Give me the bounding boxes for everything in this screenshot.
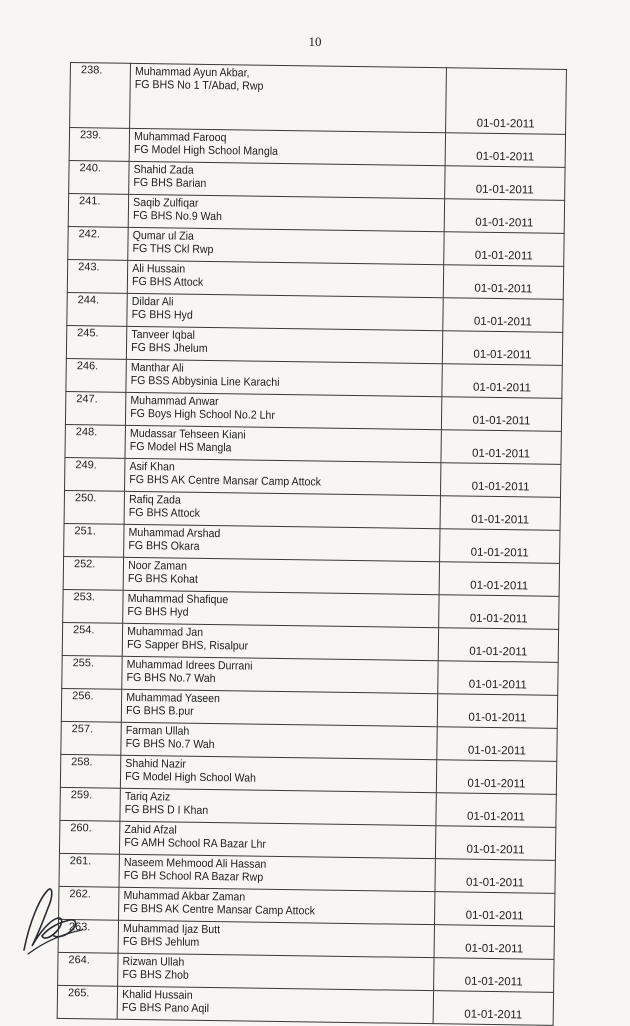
name-cell bbox=[127, 293, 418, 330]
date-cell: 01-01-2011 bbox=[433, 991, 553, 1026]
date-cell: 01-01-2011 bbox=[441, 430, 561, 465]
row-number: 249. bbox=[65, 457, 125, 491]
school-name: FG THS Ckl Rwp bbox=[131, 242, 214, 257]
date-cell: 01-01-2011 bbox=[434, 892, 554, 927]
row-number: 250. bbox=[64, 490, 124, 524]
date-cell: 01-01-2011 bbox=[443, 265, 563, 300]
school-name: FG BHS AK Centre Mansar Camp Attock bbox=[128, 473, 321, 489]
name-cell bbox=[120, 788, 411, 825]
school-name: FG BHS Zhob bbox=[121, 968, 189, 982]
person-name: Tariq Aziz bbox=[124, 790, 170, 804]
person-name: Muhammad Farooq bbox=[133, 130, 227, 145]
date-cell: 01-01-2011 bbox=[436, 793, 556, 828]
person-name: Zahid Afzal bbox=[123, 823, 177, 837]
row-number: 263. bbox=[58, 919, 118, 953]
date-cell: 01-01-2011 bbox=[441, 397, 561, 432]
row-number: 260. bbox=[59, 820, 119, 854]
school-name: FG Model High School Wah bbox=[124, 770, 256, 785]
row-number: 244. bbox=[67, 292, 127, 326]
date-cell: 01-01-2011 bbox=[439, 595, 559, 630]
person-name: Muhammad Ijaz Butt bbox=[122, 922, 220, 937]
name-cell bbox=[128, 194, 419, 231]
name-cell bbox=[123, 590, 414, 627]
date-cell: 01-01-2011 bbox=[438, 661, 558, 696]
row-number: 248. bbox=[65, 424, 125, 458]
document-sheet bbox=[57, 62, 566, 1026]
row-number: 242. bbox=[68, 226, 128, 260]
school-name: FG BHS Barian bbox=[132, 176, 206, 190]
row-number: 255. bbox=[62, 655, 122, 689]
handwritten-signature bbox=[18, 880, 88, 960]
date-cell: 01-01-2011 bbox=[435, 859, 555, 894]
name-cell bbox=[117, 986, 408, 1023]
person-name: Qumar ul Zia bbox=[132, 229, 194, 243]
date-cell: 01-01-2011 bbox=[440, 496, 560, 531]
school-name: FG Model High School Mangla bbox=[133, 143, 278, 158]
person-name: Naseem Mehmood Ali Hassan bbox=[123, 856, 266, 871]
school-name: FG BHS Hyd bbox=[131, 308, 193, 322]
school-name: FG BHS Attock bbox=[131, 275, 203, 289]
person-name: Muhammad Arshad bbox=[127, 526, 220, 541]
name-cell bbox=[121, 689, 412, 726]
table-row bbox=[70, 63, 567, 135]
school-name: FG BSS Abbysinia Line Karachi bbox=[130, 374, 280, 389]
person-name: Mudassar Tehseen Kiani bbox=[129, 427, 246, 442]
date-cell: 01-01-2011 bbox=[444, 232, 564, 267]
name-cell bbox=[126, 359, 417, 396]
school-name: FG BHS D I Khan bbox=[124, 803, 208, 817]
school-name: FG BHS No.7 Wah bbox=[125, 671, 216, 686]
row-number: 259. bbox=[60, 787, 120, 821]
school-name: FG AMH School RA Bazar Lhr bbox=[123, 836, 266, 851]
row-number: 251. bbox=[64, 523, 124, 557]
name-cell bbox=[122, 623, 413, 660]
person-name: Saqib Zulfiqar bbox=[132, 196, 199, 210]
school-name: FG BHS Jehlum bbox=[122, 935, 199, 949]
row-number: 253. bbox=[63, 589, 123, 623]
person-name: Asif Khan bbox=[128, 460, 175, 474]
name-cell bbox=[118, 953, 409, 990]
row-number: 245. bbox=[66, 325, 126, 359]
date-cell: 01-01-2011 bbox=[437, 694, 557, 729]
person-name: Farman Ullah bbox=[125, 724, 189, 738]
date-cell: 01-01-2011 bbox=[436, 760, 556, 795]
name-cell bbox=[119, 887, 410, 924]
person-name: Muhammad Anwar bbox=[129, 394, 219, 409]
school-name: FG BHS Okara bbox=[127, 539, 200, 553]
school-name: FG BH School RA Bazar Rwp bbox=[123, 869, 263, 884]
date-cell: 01-01-2011 bbox=[434, 925, 554, 960]
date-cell: 01-01-2011 bbox=[434, 958, 554, 993]
person-name: Noor Zaman bbox=[127, 559, 187, 573]
name-cell bbox=[121, 722, 412, 759]
school-name: FG BHS AK Centre Mansar Camp Attock bbox=[122, 902, 315, 918]
person-name: Tanveer Iqbal bbox=[130, 328, 195, 342]
row-number: 241. bbox=[68, 193, 128, 227]
name-cell bbox=[125, 392, 416, 429]
person-name: Shahid Nazir bbox=[124, 757, 186, 771]
date-cell: 01-01-2011 bbox=[435, 826, 555, 861]
person-name: Khalid Hussain bbox=[121, 988, 193, 1002]
row-number: 264. bbox=[58, 952, 118, 986]
person-name: Shahid Zada bbox=[133, 163, 194, 177]
name-cell bbox=[130, 63, 422, 132]
row-number: 239. bbox=[69, 128, 129, 162]
person-name: Muhammad Yaseen bbox=[125, 691, 220, 706]
person-name: Rafiq Zada bbox=[128, 493, 181, 507]
staff-table bbox=[57, 62, 567, 1026]
name-cell bbox=[124, 524, 415, 561]
name-cell bbox=[124, 491, 415, 528]
row-number: 257. bbox=[61, 721, 121, 755]
row-number: 247. bbox=[65, 391, 125, 425]
school-name: FG Boys High School No.2 Lhr bbox=[129, 407, 275, 422]
date-cell: 01-01-2011 bbox=[438, 628, 558, 663]
row-number: 252. bbox=[63, 556, 123, 590]
row-number: 246. bbox=[66, 358, 126, 392]
date-cell: 01-01-2011 bbox=[439, 562, 559, 597]
row-number: 254. bbox=[62, 622, 122, 656]
person-name: Muhammad Idrees Durrani bbox=[126, 658, 253, 673]
date-cell: 01-01-2011 bbox=[445, 166, 565, 201]
row-number: 256. bbox=[61, 688, 121, 722]
person-name: Manthar Ali bbox=[130, 361, 184, 375]
school-name: FG Sapper BHS, Risalpur bbox=[126, 638, 248, 653]
name-cell bbox=[118, 920, 409, 957]
name-cell bbox=[129, 128, 420, 165]
person-name: Rizwan Ullah bbox=[121, 955, 184, 969]
school-name: FG BHS Kohat bbox=[127, 572, 198, 586]
name-cell bbox=[125, 458, 416, 495]
date-cell: 01-01-2011 bbox=[437, 727, 557, 762]
table-body bbox=[57, 63, 566, 1026]
date-cell: 01-01-2011 bbox=[440, 529, 560, 564]
row-number: 243. bbox=[67, 259, 127, 293]
name-cell bbox=[128, 227, 419, 264]
name-cell bbox=[123, 557, 414, 594]
name-cell bbox=[125, 425, 416, 462]
school-name: FG BHS No.7 Wah bbox=[125, 737, 215, 752]
person-name: Muhammad Jan bbox=[126, 625, 203, 639]
name-cell bbox=[119, 821, 410, 858]
school-name: FG Model HS Mangla bbox=[129, 440, 232, 455]
date-cell: 01-01-2011 bbox=[443, 298, 563, 333]
school-name: FG BHS B.pur bbox=[125, 704, 194, 718]
person-name: Muhammad Ayun Akbar, bbox=[134, 65, 250, 80]
row-number: 258. bbox=[60, 754, 120, 788]
date-cell: 01-01-2011 bbox=[440, 463, 560, 498]
name-cell bbox=[122, 656, 413, 693]
school-name: FG BHS No.9 Wah bbox=[132, 209, 222, 224]
school-name: FG BHS Attock bbox=[128, 506, 200, 520]
row-number: 240. bbox=[69, 160, 129, 194]
person-name: Dildar Ali bbox=[131, 295, 174, 309]
row-number: 262. bbox=[59, 886, 119, 920]
row-number: 265. bbox=[57, 985, 117, 1019]
person-name: Muhammad Shafique bbox=[127, 592, 228, 607]
name-cell bbox=[119, 854, 410, 891]
date-cell: 01-01-2011 bbox=[446, 68, 567, 135]
name-cell bbox=[120, 755, 411, 792]
date-cell: 01-01-2011 bbox=[445, 133, 565, 168]
row-number: 261. bbox=[59, 853, 119, 887]
date-cell: 01-01-2011 bbox=[442, 364, 562, 399]
school-name: FG BHS Hyd bbox=[126, 605, 189, 619]
row-number: 238. bbox=[70, 63, 131, 129]
person-name: Muhammad Akbar Zaman bbox=[122, 889, 245, 904]
person-name: Ali Hussain bbox=[131, 262, 185, 276]
school-name: FG BHS Pano Aqil bbox=[121, 1001, 209, 1016]
date-cell: 01-01-2011 bbox=[442, 331, 562, 366]
date-cell: 01-01-2011 bbox=[444, 199, 564, 234]
table-row bbox=[57, 985, 553, 1025]
name-cell bbox=[129, 161, 420, 198]
school-name: FG BHS Jhelum bbox=[130, 341, 208, 355]
school-name: FG BHS No 1 T/Abad, Rwp bbox=[134, 78, 263, 93]
page-number: 10 bbox=[308, 34, 322, 49]
name-cell bbox=[126, 326, 417, 363]
name-cell bbox=[127, 260, 418, 297]
